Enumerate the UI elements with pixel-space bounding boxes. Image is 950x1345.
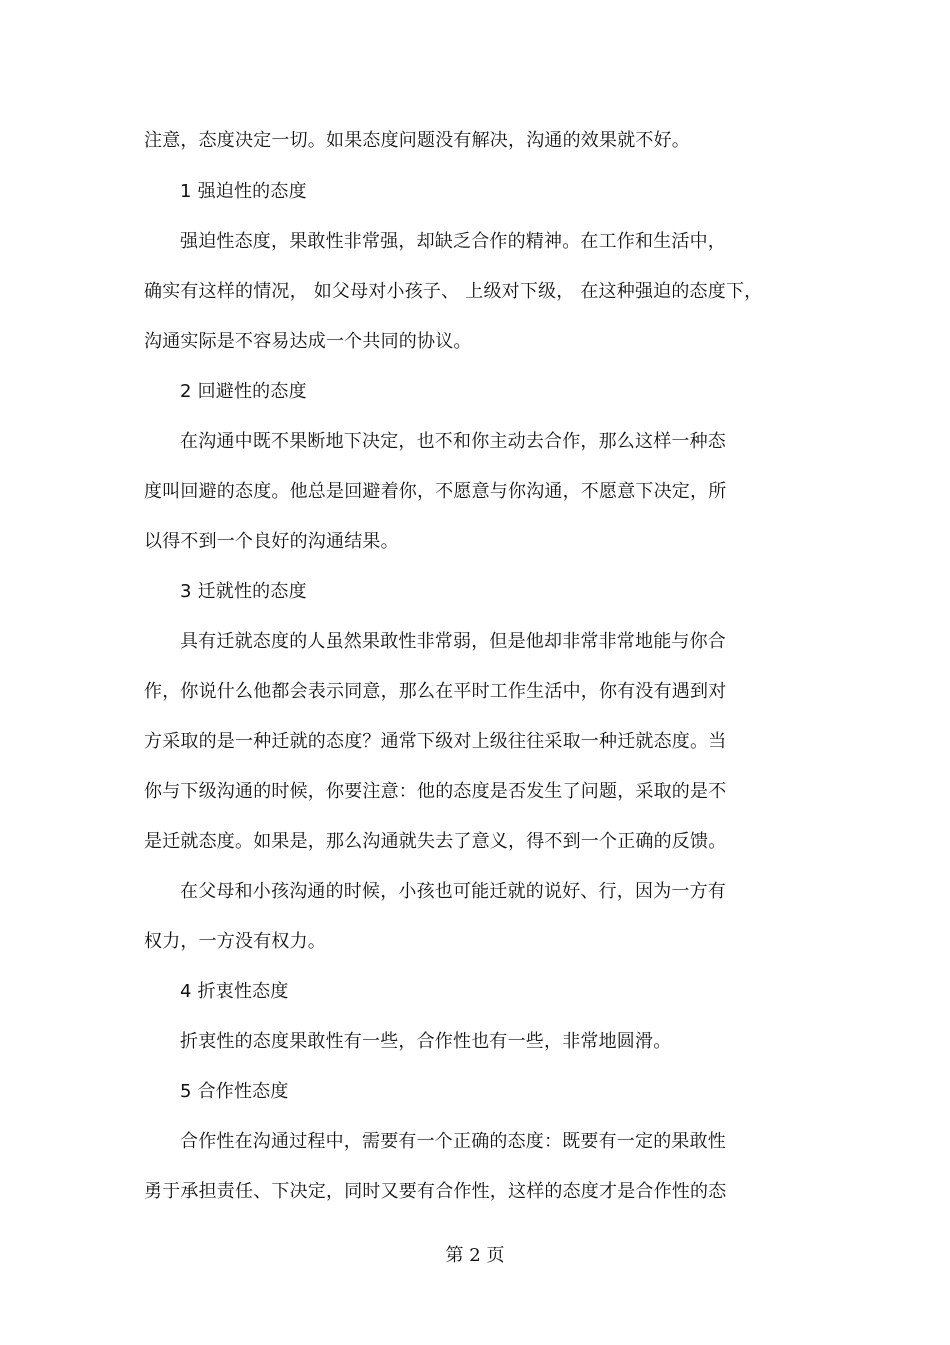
paragraph-line: 度叫回避的态度。他总是回避着你，不愿意与你沟通，不愿意下决定，所: [144, 481, 727, 502]
paragraph-line: 在父母和小孩沟通的时候，小孩也可能迁就的说好、行，因为一方有: [180, 881, 726, 902]
paragraph-line: 折衷性的态度果敢性有一些，合作性也有一些，非常地圆滑。: [180, 1031, 672, 1052]
paragraph-line: 是迁就态度。如果是，那么沟通就失去了意义，得不到一个正确的反馈。: [144, 831, 727, 852]
paragraph-line: 你与下级沟通的时候，你要注意：他的态度是否发生了问题，采取的是不: [144, 781, 727, 802]
paragraph-line: 确实有这样的情况， 如父母对小孩子、 上级对下级， 在这种强迫的态度下，: [144, 281, 763, 302]
page-number: 第 2 页: [445, 1245, 505, 1266]
paragraph-line: 注意，态度决定一切。如果态度问题没有解决，沟通的效果就不好。: [144, 130, 690, 151]
paragraph-line: 方采取的是一种迁就的态度？通常下级对上级往往采取一种迁就态度。当: [144, 731, 727, 752]
paragraph-line: 强迫性态度，果敢性非常强，却缺乏合作的精神。在工作和生活中，: [180, 231, 726, 252]
paragraph-line: 权力，一方没有权力。: [144, 931, 326, 952]
section-heading-1: 1 强迫性的态度: [180, 181, 307, 202]
paragraph-line: 以得不到一个良好的沟通结果。: [144, 531, 399, 552]
paragraph-line: 合作性在沟通过程中，需要有一个正确的态度：既要有一定的果敢性: [180, 1131, 726, 1152]
paragraph-line: 在沟通中既不果断地下决定，也不和你主动去合作，那么这样一种态: [180, 431, 726, 452]
paragraph-line: 勇于承担责任、下决定，同时又要有合作性，这样的态度才是合作性的态: [144, 1181, 727, 1202]
section-heading-3: 3 迁就性的态度: [180, 581, 307, 602]
paragraph-line: 作，你说什么他都会表示同意，那么在平时工作生活中，你有没有遇到对: [144, 681, 727, 702]
section-heading-5: 5 合作性态度: [180, 1081, 289, 1102]
paragraph-line: 具有迁就态度的人虽然果敢性非常弱，但是他却非常非常地能与你合: [180, 631, 726, 652]
section-heading-2: 2 回避性的态度: [180, 381, 307, 402]
paragraph-line: 沟通实际是不容易达成一个共同的协议。: [144, 331, 472, 352]
section-heading-4: 4 折衷性态度: [180, 981, 289, 1002]
